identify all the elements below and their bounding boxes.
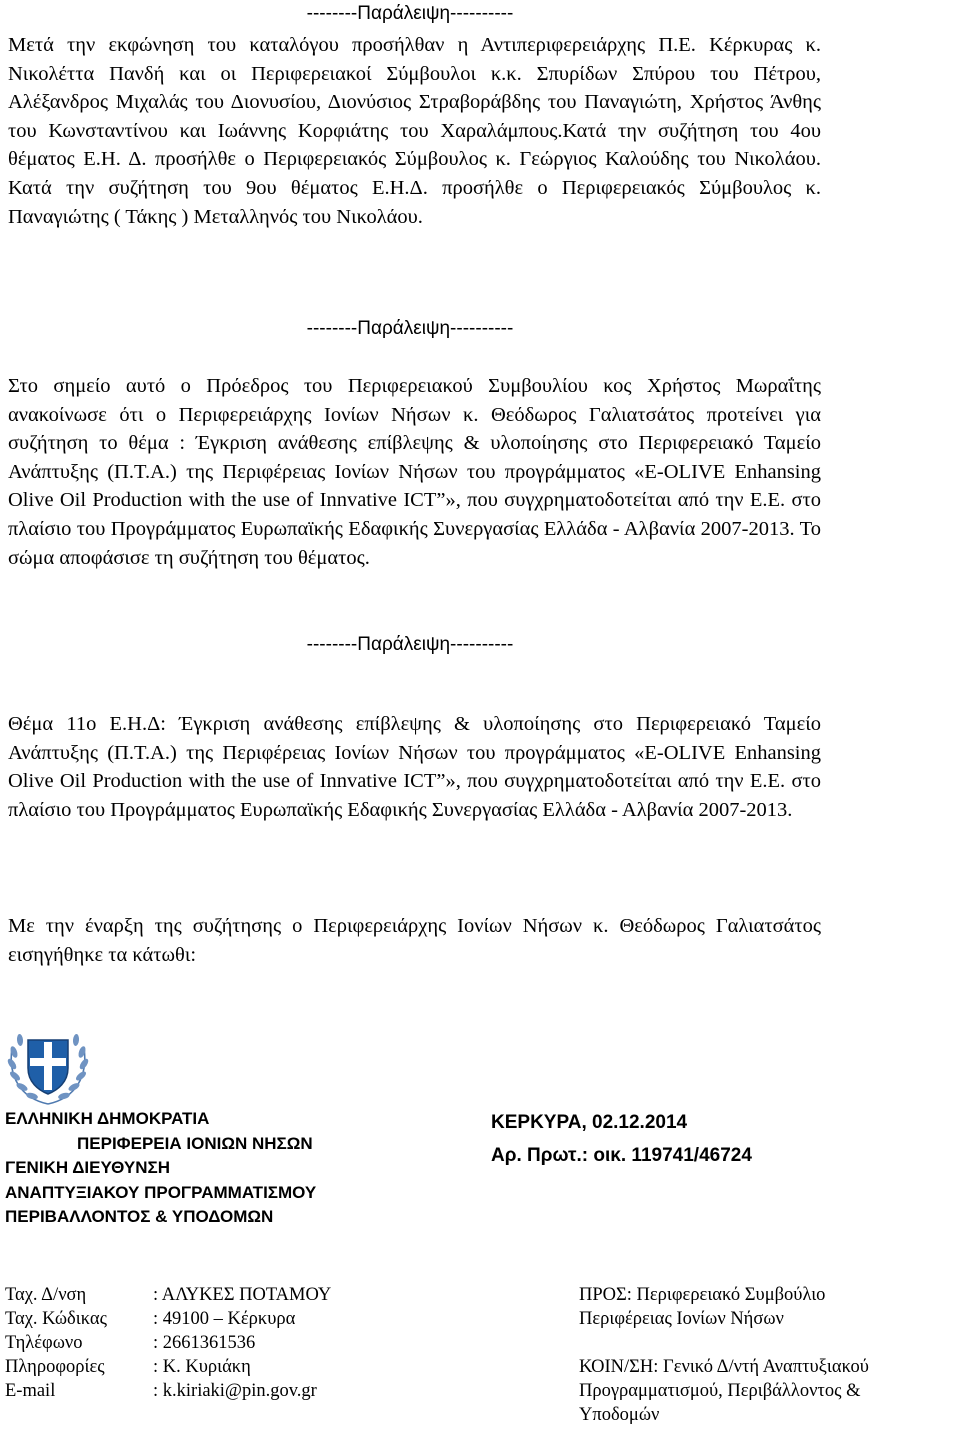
omission-separator: --------Παράλειψη---------- <box>306 634 514 655</box>
contact-row <box>5 1307 525 1331</box>
letterhead-organization <box>5 1107 475 1230</box>
org-country: ΕΛΛΗΝΙΚΗ ΔΗΜΟΚΡΑΤΙΑ <box>5 1109 210 1128</box>
contact-label: Τηλέφωνο <box>5 1333 83 1353</box>
contact-row <box>5 1331 525 1355</box>
contact-value: : 2661361536 <box>153 1333 256 1353</box>
org-region: ΠΕΡΙΦΕΡΕΙΑ ΙΟΝΙΩΝ ΝΗΣΩΝ <box>77 1133 313 1153</box>
contact-label: Ταχ. Δ/νση <box>5 1285 87 1305</box>
recipient-to-continued: Περιφέρειας Ιονίων Νήσων <box>579 1309 784 1329</box>
contact-label: Πληροφορίες <box>5 1357 105 1377</box>
protocol-number: Αρ. Πρωτ.: οικ. 119741/46724 <box>491 1145 752 1166</box>
contact-details <box>5 1283 525 1403</box>
org-department-line1: ΑΝΑΠΤΥΞΙΑΚΟΥ ΠΡΟΓΡΑΜΜΑΤΙΣΜΟΥ <box>5 1182 317 1202</box>
contact-value: : 49100 – Κέρκυρα <box>153 1309 296 1329</box>
contact-value: : ΑΛΥΚΕΣ ΠΟΤΑΜΟΥ <box>153 1285 332 1305</box>
recipient-cc: ΚΟΙΝ/ΣΗ: Γενικό Δ/ντή Αναπτυξιακού <box>579 1357 869 1377</box>
contact-email: : k.kiriaki@pin.gov.gr <box>153 1381 317 1401</box>
org-directorate: ΓΕΝΙΚΗ ΔΙΕΥΘΥΝΣΗ <box>5 1158 171 1177</box>
recipient-cc-continued: Προγραμματισμού, Περιβάλλοντος & <box>579 1381 861 1401</box>
introduction-paragraph: Με την έναρξη της συζήτησης ο Περιφερειάρχης Ιονίων Νήσων κ. Θεόδωρος Γαλιατσάτος εισηγήθηκε τα κάτωθι: <box>8 915 821 966</box>
recipient-to: ΠΡΟΣ: Περιφερειακό Συμβούλιο <box>579 1285 826 1305</box>
contact-label: E-mail <box>5 1381 56 1401</box>
omission-separator: --------Παράλειψη---------- <box>306 318 514 339</box>
recipients-block <box>579 1283 959 1427</box>
greek-coat-of-arms-icon <box>2 1018 94 1110</box>
attendance-paragraph: Μετά την εκφώνηση του καταλόγου προσήλθαν η Αντιπεριφερειάρχης Π.Ε. Κέρκυρας κ. Νικολέττα Πανδή και οι Περιφερειακοί Σύμβουλοι κ.κ. Σπυρίδων Σπύρου του Πέτρου, Αλέξανδρος Μιχαλάς του Διονυσίου, Διονύσιος Στραβοράβδης του Παναγιώτη, Χρήστος Άνθης του Κωνσταντίνου και Ιωάννης Κορφιάτης του Χαραλάμπους.Κατά την συζήτηση του 4ου θέματος Ε.Η. Δ. προσήλθε ο Περιφερειακός Σύμβουλος κ. Γεώργιος Καλούδης του Νικολάου. Κατά την συζήτηση του 9ου θέματος Ε.Η.Δ. προσήλθε ο Περιφερειακός Σύμβουλος κ. Παναγιώτης ( Τάκης ) Μεταλληνός του Νικολάου. <box>8 34 821 228</box>
omission-separator: --------Παράλειψη---------- <box>306 3 514 24</box>
place-date: ΚΕΡΚΥΡΑ, 02.12.2014 <box>491 1112 688 1133</box>
contact-label: Ταχ. Κώδικας <box>5 1309 107 1329</box>
contact-row <box>5 1283 525 1307</box>
proposal-paragraph: Στο σημείο αυτό ο Πρόεδρος του Περιφερειακού Συμβουλίου κος Χρήστος Μωραΐτης ανακοίνωσε ότι ο Περιφερειάρχης Ιονίων Νήσων κ. Θεόδωρος Γαλιατσάτος προτείνει για συζήτηση το θέμα : Έγκριση ανάθεσης επίβλεψης & υλοποίησης στο Περιφερειακό Ταμείο Ανάπτυξης (Π.Τ.Α.) της Περιφέρειας Ιονίων Νήσων του προγράμματος «E-OLIVE Enhansing Olive Oil Production with the use of Innvative ICT”», που συγχρηματοδοτείται από την Ε.Ε. στο πλαίσιο του Προγράμματος Ευρωπαϊκής Εδαφικής Συνεργασίας Ελλάδα - Αλβανία 2007-2013. Το σώμα αποφάσισε τη συζήτηση του θέματος. <box>8 375 821 569</box>
contact-value: : Κ. Κυριάκη <box>153 1357 251 1377</box>
org-department-line2: ΠΕΡΙΒΑΛΛΟΝΤΟΣ & ΥΠΟΔΟΜΩΝ <box>5 1207 274 1226</box>
contact-row <box>5 1355 525 1379</box>
agenda-item-paragraph: Θέμα 11ο Ε.Η.Δ: Έγκριση ανάθεσης επίβλεψης & υλοποίησης στο Περιφερειακό Ταμείο Ανάπτυξης (Π.Τ.Α.) της Περιφέρειας Ιονίων Νήσων του προγράμματος «E-OLIVE Enhansing Olive Oil Production with the use of Innvative ICT”», που συγχρηματοδοτείται από την Ε.Ε. στο πλαίσιο του Προγράμματος Ευρωπαϊκής Εδαφικής Συνεργασίας Ελλάδα - Αλβανία 2007-2013. <box>8 713 821 821</box>
contact-row <box>5 1379 525 1403</box>
recipient-cc-continued: Υποδομών <box>579 1405 660 1425</box>
letterhead-reference <box>491 1106 911 1172</box>
